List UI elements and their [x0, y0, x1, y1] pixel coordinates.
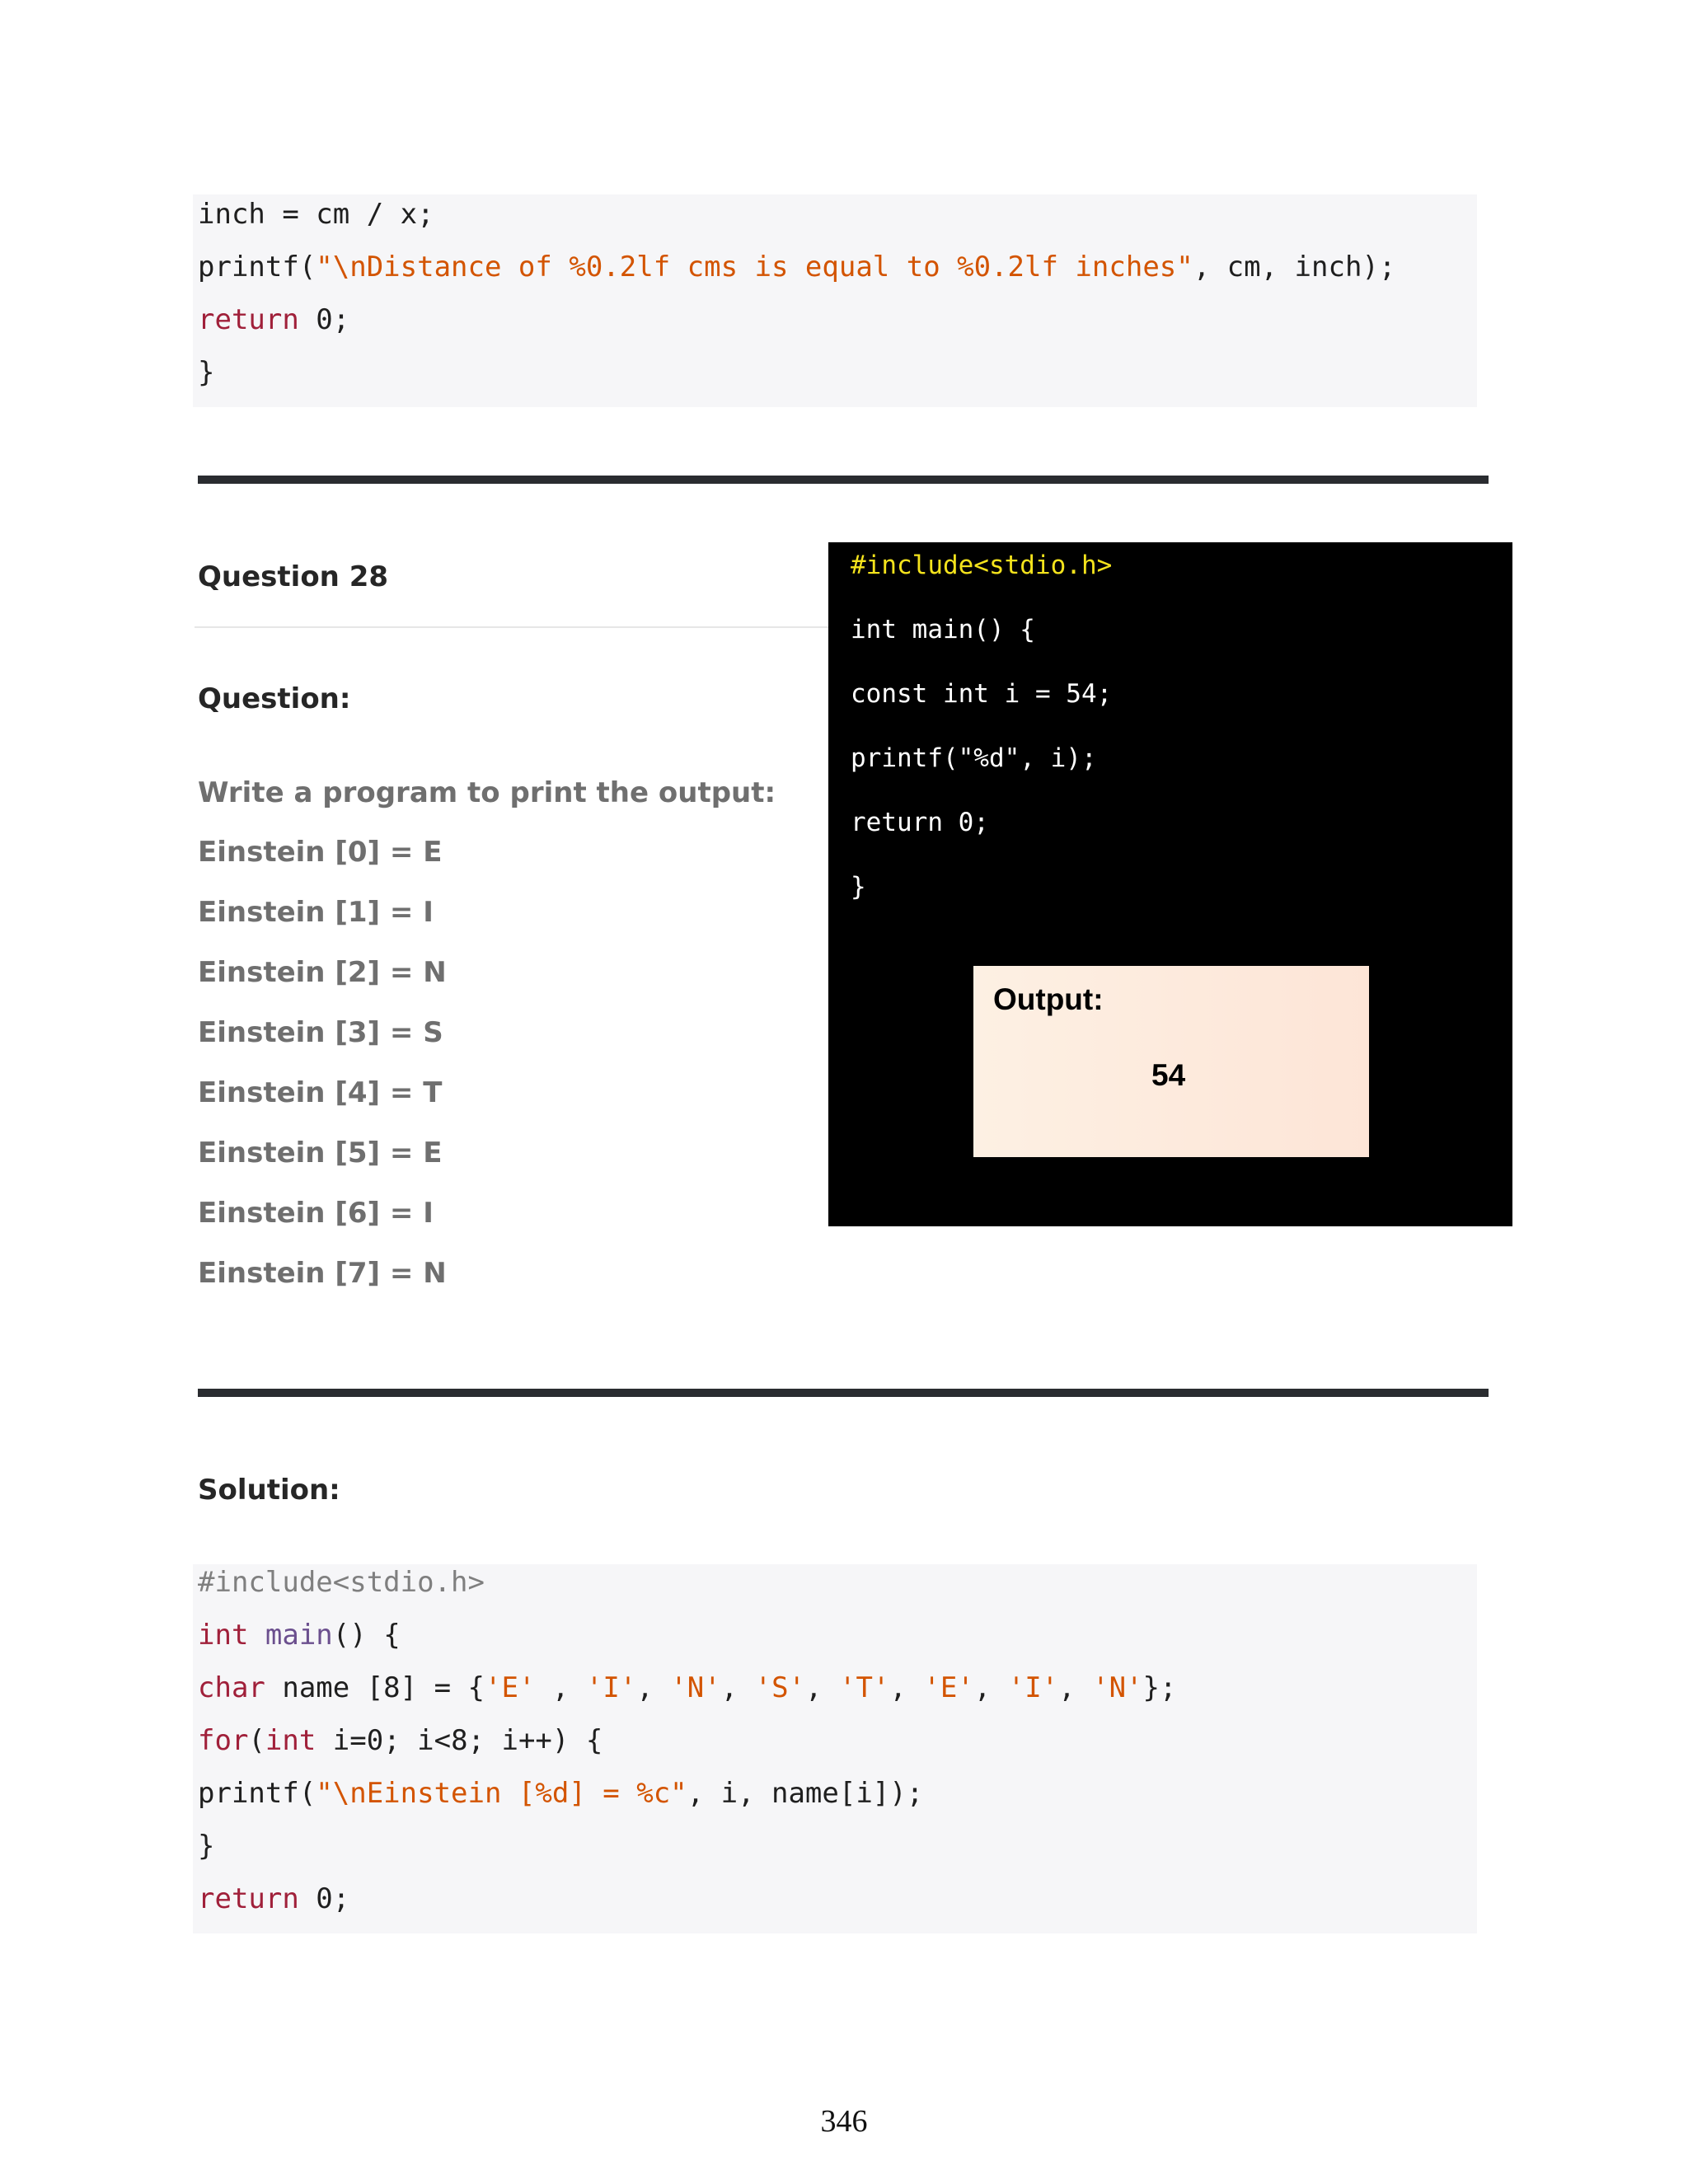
- output-line: Einstein [5] = E: [198, 1137, 443, 1169]
- panel-code-line: const int i = 54;: [851, 679, 1113, 709]
- output-value: 54: [1151, 1058, 1186, 1092]
- question-title: Question 28: [198, 560, 389, 593]
- code-token: 0;: [298, 1882, 350, 1915]
- code-line: [198, 1619, 401, 1652]
- code-line: inch = cm / x;: [198, 198, 434, 231]
- panel-code-line: int main() {: [851, 615, 1035, 644]
- output-label: Output:: [993, 982, 1104, 1016]
- code-line: }: [198, 356, 215, 389]
- code-line: [198, 1777, 923, 1810]
- top-code-block: [193, 194, 1477, 407]
- output-line: Einstein [4] = T: [198, 1076, 443, 1109]
- code-token: printf(: [198, 251, 316, 284]
- output-line: Einstein [6] = I: [198, 1197, 434, 1230]
- code-token: ,: [535, 1671, 586, 1704]
- output-box: [973, 966, 1369, 1157]
- code-string: 'N': [1092, 1671, 1143, 1704]
- code-token: () {: [332, 1619, 401, 1652]
- code-string: 'S': [754, 1671, 806, 1704]
- code-keyword: int: [265, 1724, 316, 1757]
- code-keyword: return: [198, 303, 299, 336]
- output-line: Einstein [2] = N: [198, 956, 447, 989]
- code-token: ,: [805, 1671, 839, 1704]
- output-line: Einstein [7] = N: [198, 1257, 447, 1290]
- code-string: 'I': [585, 1671, 637, 1704]
- code-token: ,: [636, 1671, 671, 1704]
- solution-label: Solution:: [198, 1474, 340, 1507]
- output-line: Einstein [1] = I: [198, 896, 434, 929]
- code-token: };: [1142, 1671, 1177, 1704]
- section-divider: [198, 476, 1489, 484]
- code-token: , cm, inch);: [1193, 251, 1396, 284]
- code-keyword: return: [198, 1882, 299, 1915]
- code-line: #include<stdio.h>: [198, 1566, 485, 1599]
- code-token: i=0; i<8; i++) {: [316, 1724, 603, 1757]
- code-token: 0;: [298, 303, 350, 336]
- panel-code-line: return 0;: [851, 808, 989, 837]
- page-number: 346: [820, 2104, 868, 2139]
- panel-code-line: printf("%d", i);: [851, 743, 1097, 773]
- code-token: , i, name[i]);: [687, 1777, 924, 1810]
- code-keyword: char: [198, 1671, 265, 1704]
- code-string: 'E': [923, 1671, 974, 1704]
- code-token: ,: [973, 1671, 1008, 1704]
- panel-code-line: #include<stdio.h>: [851, 551, 1113, 580]
- code-token: name [8] = {: [265, 1671, 485, 1704]
- code-token: (: [248, 1724, 265, 1757]
- solution-code-block: [193, 1564, 1477, 1933]
- output-line: Einstein [0] = E: [198, 836, 443, 869]
- panel-code-line: }: [851, 872, 866, 902]
- code-screenshot-panel: [828, 542, 1512, 1226]
- question-label: Question:: [198, 682, 351, 715]
- code-keyword: int: [198, 1619, 249, 1652]
- code-string: 'N': [670, 1671, 721, 1704]
- code-token: printf(: [198, 1777, 316, 1810]
- code-token: ,: [720, 1671, 755, 1704]
- code-string: 'T': [838, 1671, 890, 1704]
- code-line: [198, 1882, 349, 1915]
- code-function: main: [248, 1619, 333, 1652]
- output-line: Einstein [3] = S: [198, 1016, 443, 1049]
- question-prompt: Write a program to print the output:: [198, 776, 776, 809]
- code-line: [198, 1671, 1176, 1704]
- code-string: "\nEinstein [%d] = %c": [316, 1777, 687, 1810]
- code-token: ,: [889, 1671, 924, 1704]
- code-line: [198, 251, 1395, 284]
- code-string: "\nDistance of %0.2lf cms is equal to %0.2lf inches": [316, 251, 1193, 284]
- code-keyword: for: [198, 1724, 249, 1757]
- code-line: }: [198, 1830, 215, 1863]
- heading-underline: [195, 626, 829, 628]
- code-string: 'E': [485, 1671, 536, 1704]
- code-line: [198, 1724, 603, 1757]
- code-token: ,: [1058, 1671, 1093, 1704]
- code-string: 'I': [1007, 1671, 1059, 1704]
- code-line: [198, 303, 349, 336]
- section-divider: [198, 1389, 1489, 1397]
